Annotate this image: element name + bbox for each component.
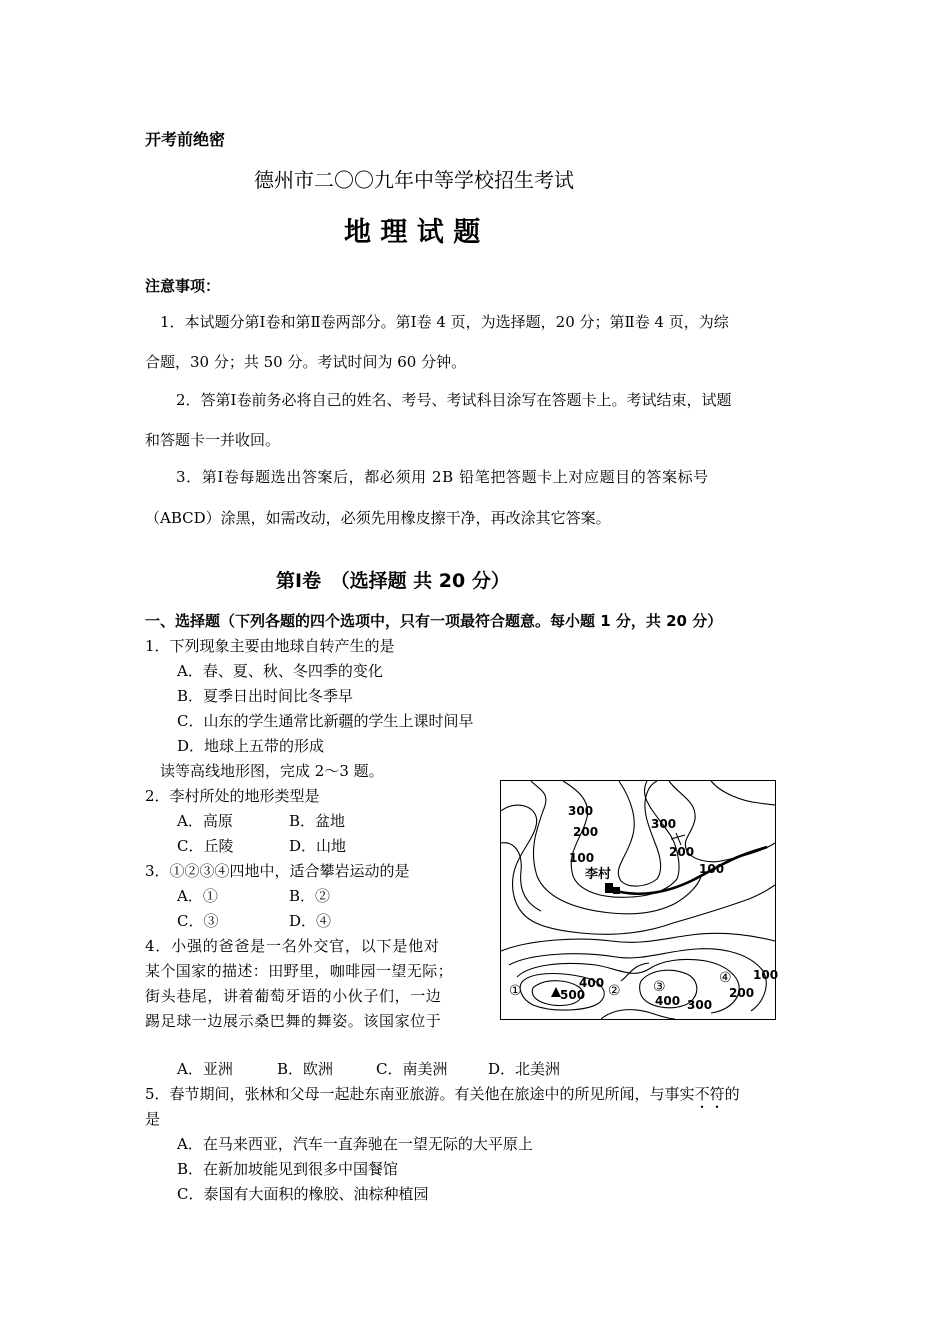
label-contour-100-b: 100: [699, 862, 725, 876]
note-1-line-1: 1．本试题分第Ⅰ卷和第Ⅱ卷两部分。第Ⅰ卷 4 页，为选择题，20 分；第Ⅱ卷 4 页，为综: [160, 313, 729, 331]
q4-option-c: C．南美洲: [376, 1060, 448, 1078]
label-contour-200-b: 200: [669, 845, 695, 859]
q2-option-a: A．高原: [177, 812, 233, 830]
q4-option-b: B．欧洲: [277, 1060, 334, 1078]
confidential-label: 开考前绝密: [145, 130, 226, 149]
contour-left-inner: [501, 843, 541, 911]
q5-option-c: C．泰国有大面积的橡胶、油棕种植园: [177, 1185, 429, 1203]
q4-line-2: 某个国家的描述：田野里，咖啡园一望无际；: [145, 962, 454, 980]
q3-option-c: C．③: [177, 912, 219, 930]
village-marker: [605, 883, 620, 894]
q1-option-c: C．山东的学生通常比新疆的学生上课时间早: [177, 712, 474, 730]
q5-line-2: 是: [145, 1110, 161, 1128]
part-1-instruction: 一、选择题（下列各题的四个选项中，只有一项最符合题意。每小题 1 分，共 20 分）: [145, 612, 723, 630]
label-contour-300-b: 300: [651, 817, 677, 831]
label-point-3: ③: [653, 979, 666, 995]
label-contour-100-a: 100: [569, 851, 595, 865]
q1-option-a: A．春、夏、秋、冬四季的变化: [177, 662, 383, 680]
q5-option-b: B．在新加坡能见到很多中国餐馆: [177, 1160, 399, 1178]
note-3-line-1: 3．第Ⅰ卷每题选出答案后，都必须用 2B 铅笔把答题卡上对应题目的答案标号: [176, 468, 709, 486]
notes-heading: 注意事项：: [145, 277, 221, 295]
contour-lower-bottom: [601, 1010, 675, 1019]
q5-option-a: A．在马来西亚，汽车一直奔驰在一望无际的大平原上: [177, 1135, 533, 1153]
q3-option-b: B．②: [289, 887, 331, 905]
q2-option-b: B．盆地: [289, 812, 346, 830]
q4-line-3: 街头巷尾，讲着葡萄牙语的小伙子们，一边: [145, 987, 442, 1005]
q4-option-a: A．亚洲: [177, 1060, 233, 1078]
q3-option-a: A．①: [177, 887, 218, 905]
contour-lower-outer: [501, 933, 775, 951]
q2-option-c: C．丘陵: [177, 837, 234, 855]
label-contour-300-a: 300: [568, 804, 594, 818]
subject-title: 地 理 试 题: [344, 217, 481, 248]
label-contour-100-c: 100: [753, 968, 779, 982]
q1-stem: 1．下列现象主要由地球自转产生的是: [145, 637, 395, 655]
label-contour-400-a: 400: [579, 976, 605, 990]
part-1-title: 第Ⅰ卷 （选择题 共 20 分）: [276, 570, 510, 592]
contour-upper-inner: [618, 781, 660, 886]
q4-line-4: 踢足球一边展示桑巴舞的舞姿。该国家位于: [145, 1012, 442, 1030]
q4-option-d: D．北美洲: [488, 1060, 561, 1078]
note-3-line-2: （ABCD）涂黑，如需改动，必须先用橡皮擦干净，再改涂其它答案。: [145, 509, 611, 527]
contour-upper-300: [563, 781, 679, 897]
note-1-line-2: 合题，30 分；共 50 分。考试时间为 60 分钟。: [145, 353, 467, 371]
contour-upper-outer: [501, 805, 775, 934]
read-map-note: 读等高线地形图，完成 2～3 题。: [160, 762, 384, 780]
q4-line-1: 4．小强的爸爸是一名外交官，以下是他对: [145, 937, 440, 955]
q5-line-1: [145, 1083, 740, 1112]
label-contour-300-c: 300: [687, 998, 713, 1012]
contour-map-drawing: [501, 781, 779, 1019]
q3-option-d: D．④: [289, 912, 332, 930]
q1-option-d: D．地球上五带的形成: [177, 737, 325, 755]
label-peak-500: 500: [560, 988, 586, 1002]
label-contour-200-a: 200: [573, 825, 599, 839]
q2-option-d: D．山地: [289, 837, 347, 855]
q1-option-b: B．夏季日出时间比冬季早: [177, 687, 354, 705]
label-village: 李村: [585, 867, 612, 882]
label-point-1: ①: [509, 983, 522, 999]
contour-lines: [501, 781, 775, 1019]
label-point-2: ②: [608, 983, 621, 999]
q5-line-1-post: 的: [724, 1085, 740, 1103]
q2-stem: 2．李村所处的地形类型是: [145, 787, 320, 805]
label-point-4: ④: [719, 970, 732, 986]
q5-line-1-pre: 5．春节期间，张林和父母一起赴东南亚旅游。有关他在旅途中的所见所闻，与事实: [145, 1085, 695, 1103]
q5-emphasis: 不符: [694, 1085, 725, 1103]
note-2-line-2: 和答题卡一并收回。: [145, 431, 281, 449]
label-contour-200-c: 200: [729, 986, 755, 1000]
contour-map: [500, 780, 779, 1020]
note-2-line-1: 2．答第Ⅰ卷前务必将自己的姓名、考号、考试科目涂写在答题卡上。考试结束，试题: [176, 391, 732, 409]
contour-upper-right-2: [711, 781, 775, 805]
exam-title: 德州市二〇〇九年中等学校招生考试: [254, 168, 574, 192]
q3-stem: 3．①②③④四地中，适合攀岩运动的是: [145, 862, 410, 880]
label-contour-400-b: 400: [655, 994, 681, 1008]
